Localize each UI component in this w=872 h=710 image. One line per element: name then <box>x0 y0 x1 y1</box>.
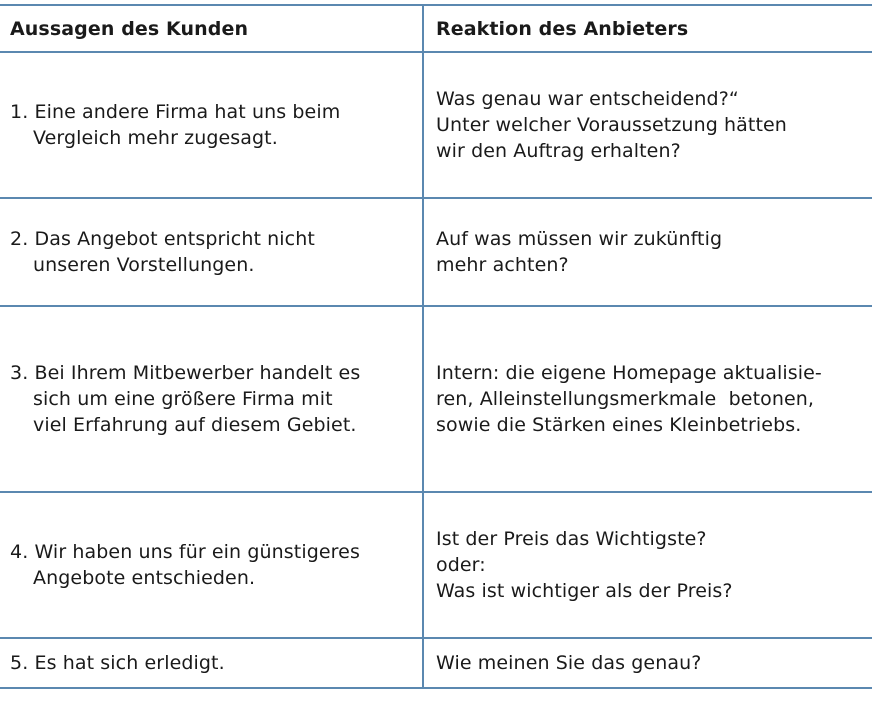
provider-line: oder: <box>436 554 486 576</box>
customer-cell <box>0 198 423 306</box>
provider-line: Unter welcher Voraussetzung hätten <box>436 114 787 136</box>
customer-line: 4. Wir haben uns für ein günstigeres <box>10 541 360 563</box>
customer-line: 1. Eine andere Firma hat uns beim <box>10 101 341 123</box>
provider-line: Intern: die eigene Homepage aktualisie- <box>436 362 822 384</box>
provider-line: Auf was müssen wir zukünftig <box>436 228 723 250</box>
customer-line: Angebote entschieden. <box>33 567 256 589</box>
provider-cell <box>423 492 872 638</box>
customer-line: 5. Es hat sich erledigt. <box>10 652 225 674</box>
header-customer: Aussagen des Kunden <box>0 5 423 52</box>
statements-table <box>0 4 872 689</box>
customer-line: 3. Bei Ihrem Mitbewerber handelt es <box>10 362 361 384</box>
provider-cell <box>423 306 872 492</box>
customer-cell <box>0 492 423 638</box>
provider-line: ren, Alleinstellungsmerkmale betonen, <box>436 388 815 410</box>
table-header-row <box>0 5 872 52</box>
provider-line: Was genau war entscheidend?“ <box>436 88 739 110</box>
provider-line: mehr achten? <box>436 254 569 276</box>
table-row <box>0 638 872 688</box>
header-provider: Reaktion des Anbieters <box>423 5 872 52</box>
provider-line: Was ist wichtiger als der Preis? <box>436 580 733 602</box>
customer-line: sich um eine größere Firma mit <box>33 388 333 410</box>
table-row <box>0 198 872 306</box>
provider-cell <box>423 638 872 688</box>
customer-line: Vergleich mehr zugesagt. <box>33 127 278 149</box>
table-row <box>0 52 872 198</box>
customer-cell <box>0 52 423 198</box>
table-row <box>0 306 872 492</box>
table-row <box>0 492 872 638</box>
customer-line: unseren Vorstellungen. <box>33 254 255 276</box>
customer-cell <box>0 638 423 688</box>
provider-cell <box>423 198 872 306</box>
provider-line: Wie meinen Sie das genau? <box>436 652 702 674</box>
customer-line: 2. Das Angebot entspricht nicht <box>10 228 315 250</box>
customer-line: viel Erfahrung auf diesem Gebiet. <box>33 414 357 436</box>
provider-line: Ist der Preis das Wichtigste? <box>436 528 707 550</box>
provider-cell <box>423 52 872 198</box>
customer-cell <box>0 306 423 492</box>
provider-line: wir den Auftrag erhalten? <box>436 140 681 162</box>
provider-line: sowie die Stärken eines Kleinbetriebs. <box>436 414 802 436</box>
